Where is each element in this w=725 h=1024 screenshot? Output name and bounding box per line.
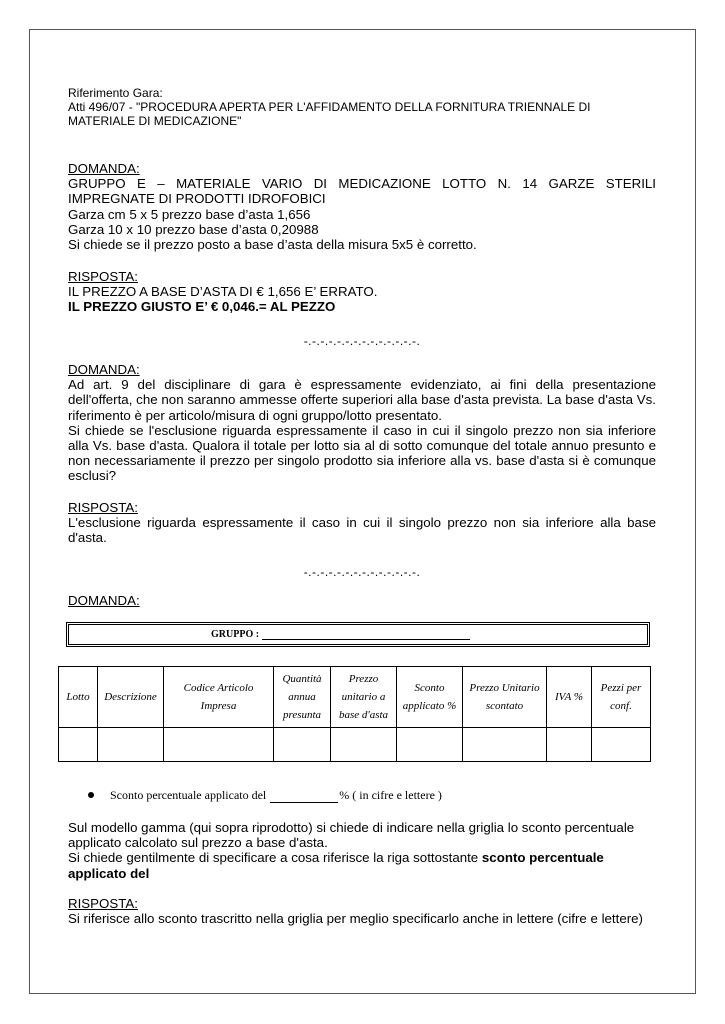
question-text: Ad art. 9 del disciplinare di gara è espressamente evidenziato, ai fini della presentazione dell'offerta, che non saranno ammesse offerte superiori alla base d'asta prevista. La base d'asta Vs. riferimento è per articolo/misura di ogni gruppo/lotto presentato.	[68, 377, 656, 423]
grid-header-cell: Codice Articolo Impresa	[164, 667, 274, 728]
grid-header-cell: Prezzo unitario a base d'asta	[331, 667, 397, 728]
grid-cell	[59, 728, 98, 762]
grid-cell	[98, 728, 164, 762]
gruppo-field	[211, 629, 470, 640]
grid-header-cell: Prezzo Unitario scontato	[463, 667, 547, 728]
price-grid	[58, 666, 651, 762]
question-1	[68, 161, 656, 252]
tender-reference	[68, 86, 656, 128]
grid-header-cell: Sconto applicato %	[397, 667, 463, 728]
question-label: DOMANDA:	[68, 161, 140, 176]
question-3-label-block	[68, 593, 656, 608]
gruppo-blank-line	[262, 630, 470, 640]
grid-cell	[463, 728, 547, 762]
question-text: Sul modello gamma (qui sopra riprodotto) si chiede di indicare nella griglia lo sconto percentuale applicato calcolato sul prezzo a base d'asta.	[68, 820, 635, 851]
question-text: Garza cm 5 x 5 prezzo base d’asta 1,656	[68, 206, 311, 222]
answer-text: Si riferisce allo sconto trascritto nella griglia per meglio specificarlo anche in lettere (cifre e lettere)	[68, 911, 643, 927]
grid-header-row	[59, 667, 651, 728]
grid-empty-row	[59, 728, 651, 762]
reference-text: Atti 496/07 - "PROCEDURA APERTA PER L'AFFIDAMENTO DELLA FORNITURA TRIENNALE DI MATERIALE DI MEDICAZIONE"	[68, 100, 591, 128]
question-label: DOMANDA:	[68, 593, 140, 608]
bullet-text-end: % ( in cifre e lettere )	[339, 788, 442, 802]
question-text: Si chiede se il prezzo posto a base d’asta della misura 5x5 è corretto.	[68, 237, 477, 253]
grid-header-cell: Quantità annua presunta	[274, 667, 331, 728]
grid-header-cell: Pezzi per conf.	[592, 667, 651, 728]
grid-cell	[164, 728, 274, 762]
answer-text: L'esclusione riguarda espressamente il caso in cui il singolo prezzo non sia inferiore alla base d'asta.	[68, 515, 656, 546]
reference-label: Riferimento Gara:	[68, 86, 163, 100]
question-text: Si chiede se l'esclusione riguarda espressamente il caso in cui il singolo prezzo non sia inferiore alla Vs. base d'asta. Qualora il totale per lotto sia al di sotto comunque del totale annuo presunto e non necessariamente il prezzo per singolo prodotto sia inferiore alla vs. base d'asta si è comunque esclusi?	[68, 422, 656, 484]
grid-cell	[592, 728, 651, 762]
gruppo-label: GRUPPO :	[211, 629, 260, 640]
answer-text: IL PREZZO A BASE D’ASTA DI € 1,656 E’ ERRATO.	[68, 284, 378, 300]
gruppo-box	[68, 624, 648, 645]
answer-2	[68, 500, 656, 546]
answer-3	[68, 896, 656, 926]
grid-header-cell: IVA %	[547, 667, 592, 728]
discount-bullet	[88, 788, 442, 803]
question-3	[68, 820, 656, 881]
grid-cell	[331, 728, 397, 762]
bullet-icon	[88, 792, 94, 798]
grid-cell	[547, 728, 592, 762]
question-text: Garza 10 x 10 prezzo base d’asta 0,20988	[68, 221, 319, 237]
bullet-text-start: Sconto percentuale applicato del	[110, 788, 267, 802]
question-text: GRUPPO E – MATERIALE VARIO DI MEDICAZIONE LOTTO N. 14 GARZE STERILI IMPREGNATE DI PRODOTTI IDROFOBICI	[68, 176, 656, 207]
grid-header-cell: Descrizione	[98, 667, 164, 728]
grid-header-cell: Lotto	[59, 667, 98, 728]
answer-label: RISPOSTA:	[68, 269, 138, 284]
discount-blank-line	[270, 792, 338, 803]
answer-text-bold: IL PREZZO GIUSTO E’ € 0,046.= AL PEZZO	[68, 299, 336, 315]
question-text-bold: sconto percentuale applicato del	[68, 850, 604, 881]
question-text: Si chiede gentilmente di specificare a cosa riferisce la riga sottostante	[68, 850, 482, 866]
question-2	[68, 362, 656, 484]
separator: -.-.-.-.-.-.-.-.-.-.-.-.-.-.	[303, 565, 421, 579]
grid-cell	[397, 728, 463, 762]
answer-1	[68, 269, 656, 315]
answer-label: RISPOSTA:	[68, 500, 138, 515]
separator: -.-.-.-.-.-.-.-.-.-.-.-.-.-.	[303, 334, 421, 348]
answer-label: RISPOSTA:	[68, 896, 138, 911]
question-label: DOMANDA:	[68, 362, 140, 377]
grid-cell	[274, 728, 331, 762]
